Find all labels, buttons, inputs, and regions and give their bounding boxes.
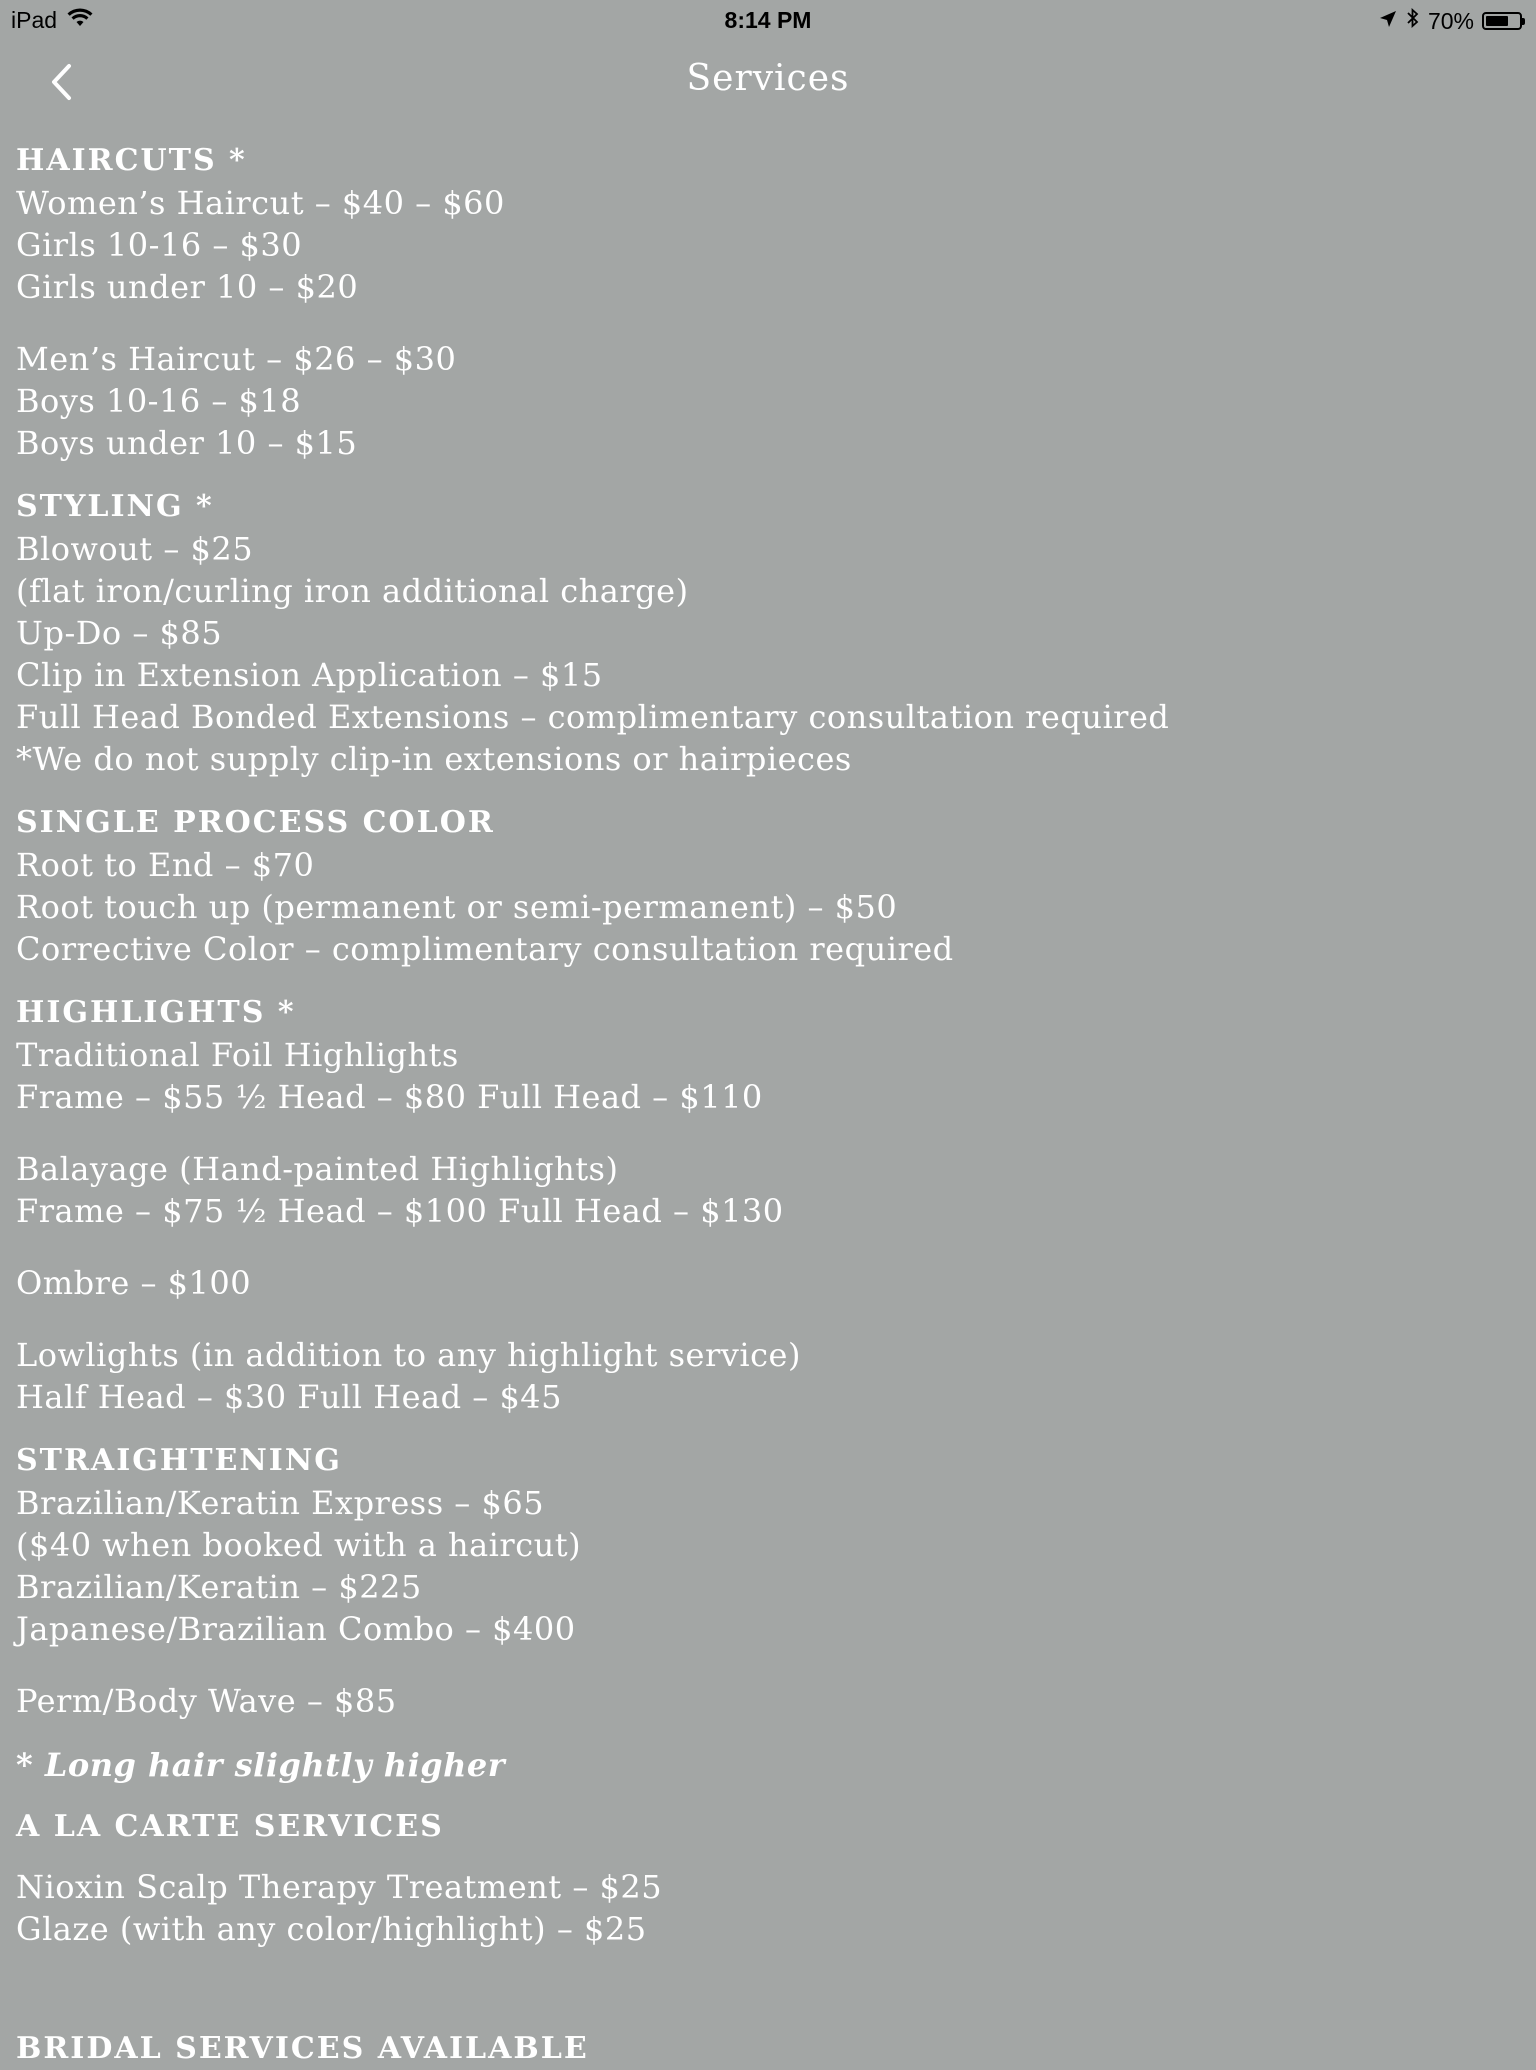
- service-line: Lowlights (in addition to any highlight service): [16, 1336, 801, 1374]
- service-line: Women’s Haircut – $40 – $60: [16, 184, 505, 222]
- service-line: Japanese/Brazilian Combo – $400: [16, 1610, 576, 1648]
- service-line: Brazilian/Keratin Express – $65: [16, 1484, 545, 1522]
- section-heading: STYLING *: [16, 489, 214, 524]
- service-line: Frame – $75 ½ Head – $100 Full Head – $130: [16, 1192, 784, 1230]
- section-highlights: [16, 992, 1516, 1418]
- service-line: Clip in Extension Application – $15: [16, 656, 603, 694]
- battery-tip: [1522, 18, 1525, 25]
- section-heading: HIGHLIGHTS *: [16, 995, 296, 1030]
- service-line: Balayage (Hand-painted Highlights): [16, 1150, 619, 1188]
- straightening-services: [16, 1482, 1516, 1650]
- service-line: Root to End – $70: [16, 846, 315, 884]
- foil-highlights: [16, 1034, 1516, 1118]
- service-line: Half Head – $30 Full Head – $45: [16, 1378, 563, 1416]
- section-single-process-color: [16, 802, 1516, 970]
- status-time: 8:14 PM: [724, 7, 812, 33]
- service-line: Up-Do – $85: [16, 614, 223, 652]
- balayage: [16, 1148, 1516, 1232]
- service-line: *We do not supply clip-in extensions or hairpieces: [16, 740, 852, 778]
- section-heading: STRAIGHTENING: [16, 1443, 342, 1478]
- battery-fill: [1486, 16, 1508, 26]
- location-arrow-icon: [1378, 8, 1398, 35]
- ombre: [16, 1262, 1516, 1304]
- section-heading: SINGLE PROCESS COLOR: [16, 805, 495, 840]
- service-line: Perm/Body Wave – $85: [16, 1682, 397, 1720]
- section-heading-bridal: BRIDAL SERVICES AVAILABLE: [16, 2031, 589, 2066]
- service-line: Frame – $55 ½ Head – $80 Full Head – $110: [16, 1078, 763, 1116]
- women-haircuts: [16, 182, 1516, 308]
- services-list: [16, 140, 1516, 1972]
- section-straightening: [16, 1440, 1516, 1722]
- long-hair-note: * Long hair slightly higher: [16, 1746, 506, 1784]
- lowlights: [16, 1334, 1516, 1418]
- section-heading: HAIRCUTS *: [16, 143, 247, 178]
- service-line: Brazilian/Keratin – $225: [16, 1568, 422, 1606]
- page-title: Services: [686, 58, 850, 99]
- service-line: Nioxin Scalp Therapy Treatment – $25: [16, 1868, 663, 1906]
- section-haircuts: [16, 140, 1516, 464]
- service-line: Ombre – $100: [16, 1264, 252, 1302]
- navigation-bar: [0, 40, 1536, 128]
- service-line: Root touch up (permanent or semi-permanent) – $50: [16, 888, 898, 926]
- service-line: Full Head Bonded Extensions – complimentary consultation required: [16, 698, 1170, 736]
- service-line: Corrective Color – complimentary consultation required: [16, 930, 954, 968]
- service-line: Men’s Haircut – $26 – $30: [16, 340, 457, 378]
- status-right: [1378, 7, 1522, 35]
- section-styling: [16, 486, 1516, 780]
- battery-percent: 70%: [1427, 7, 1474, 34]
- section-a-la-carte: [16, 1806, 1516, 1950]
- perm: [16, 1680, 1516, 1722]
- service-line: Girls under 10 – $20: [16, 268, 359, 306]
- men-haircuts: [16, 338, 1516, 464]
- section-heading: A LA CARTE SERVICES: [16, 1809, 444, 1844]
- service-line: ($40 when booked with a haircut): [16, 1526, 582, 1564]
- device-label: iPad: [11, 7, 58, 33]
- service-line: Traditional Foil Highlights: [16, 1036, 459, 1074]
- service-line: Boys 10-16 – $18: [16, 382, 302, 420]
- service-line: Glaze (with any color/highlight) – $25: [16, 1910, 647, 1948]
- bluetooth-icon: [1406, 7, 1420, 35]
- service-line: (flat iron/curling iron additional charge): [16, 572, 689, 610]
- service-line: Boys under 10 – $15: [16, 424, 358, 462]
- service-line: Blowout – $25: [16, 530, 254, 568]
- battery-icon: [1482, 12, 1522, 30]
- service-line: Girls 10-16 – $30: [16, 226, 303, 264]
- status-bar: [0, 0, 1536, 40]
